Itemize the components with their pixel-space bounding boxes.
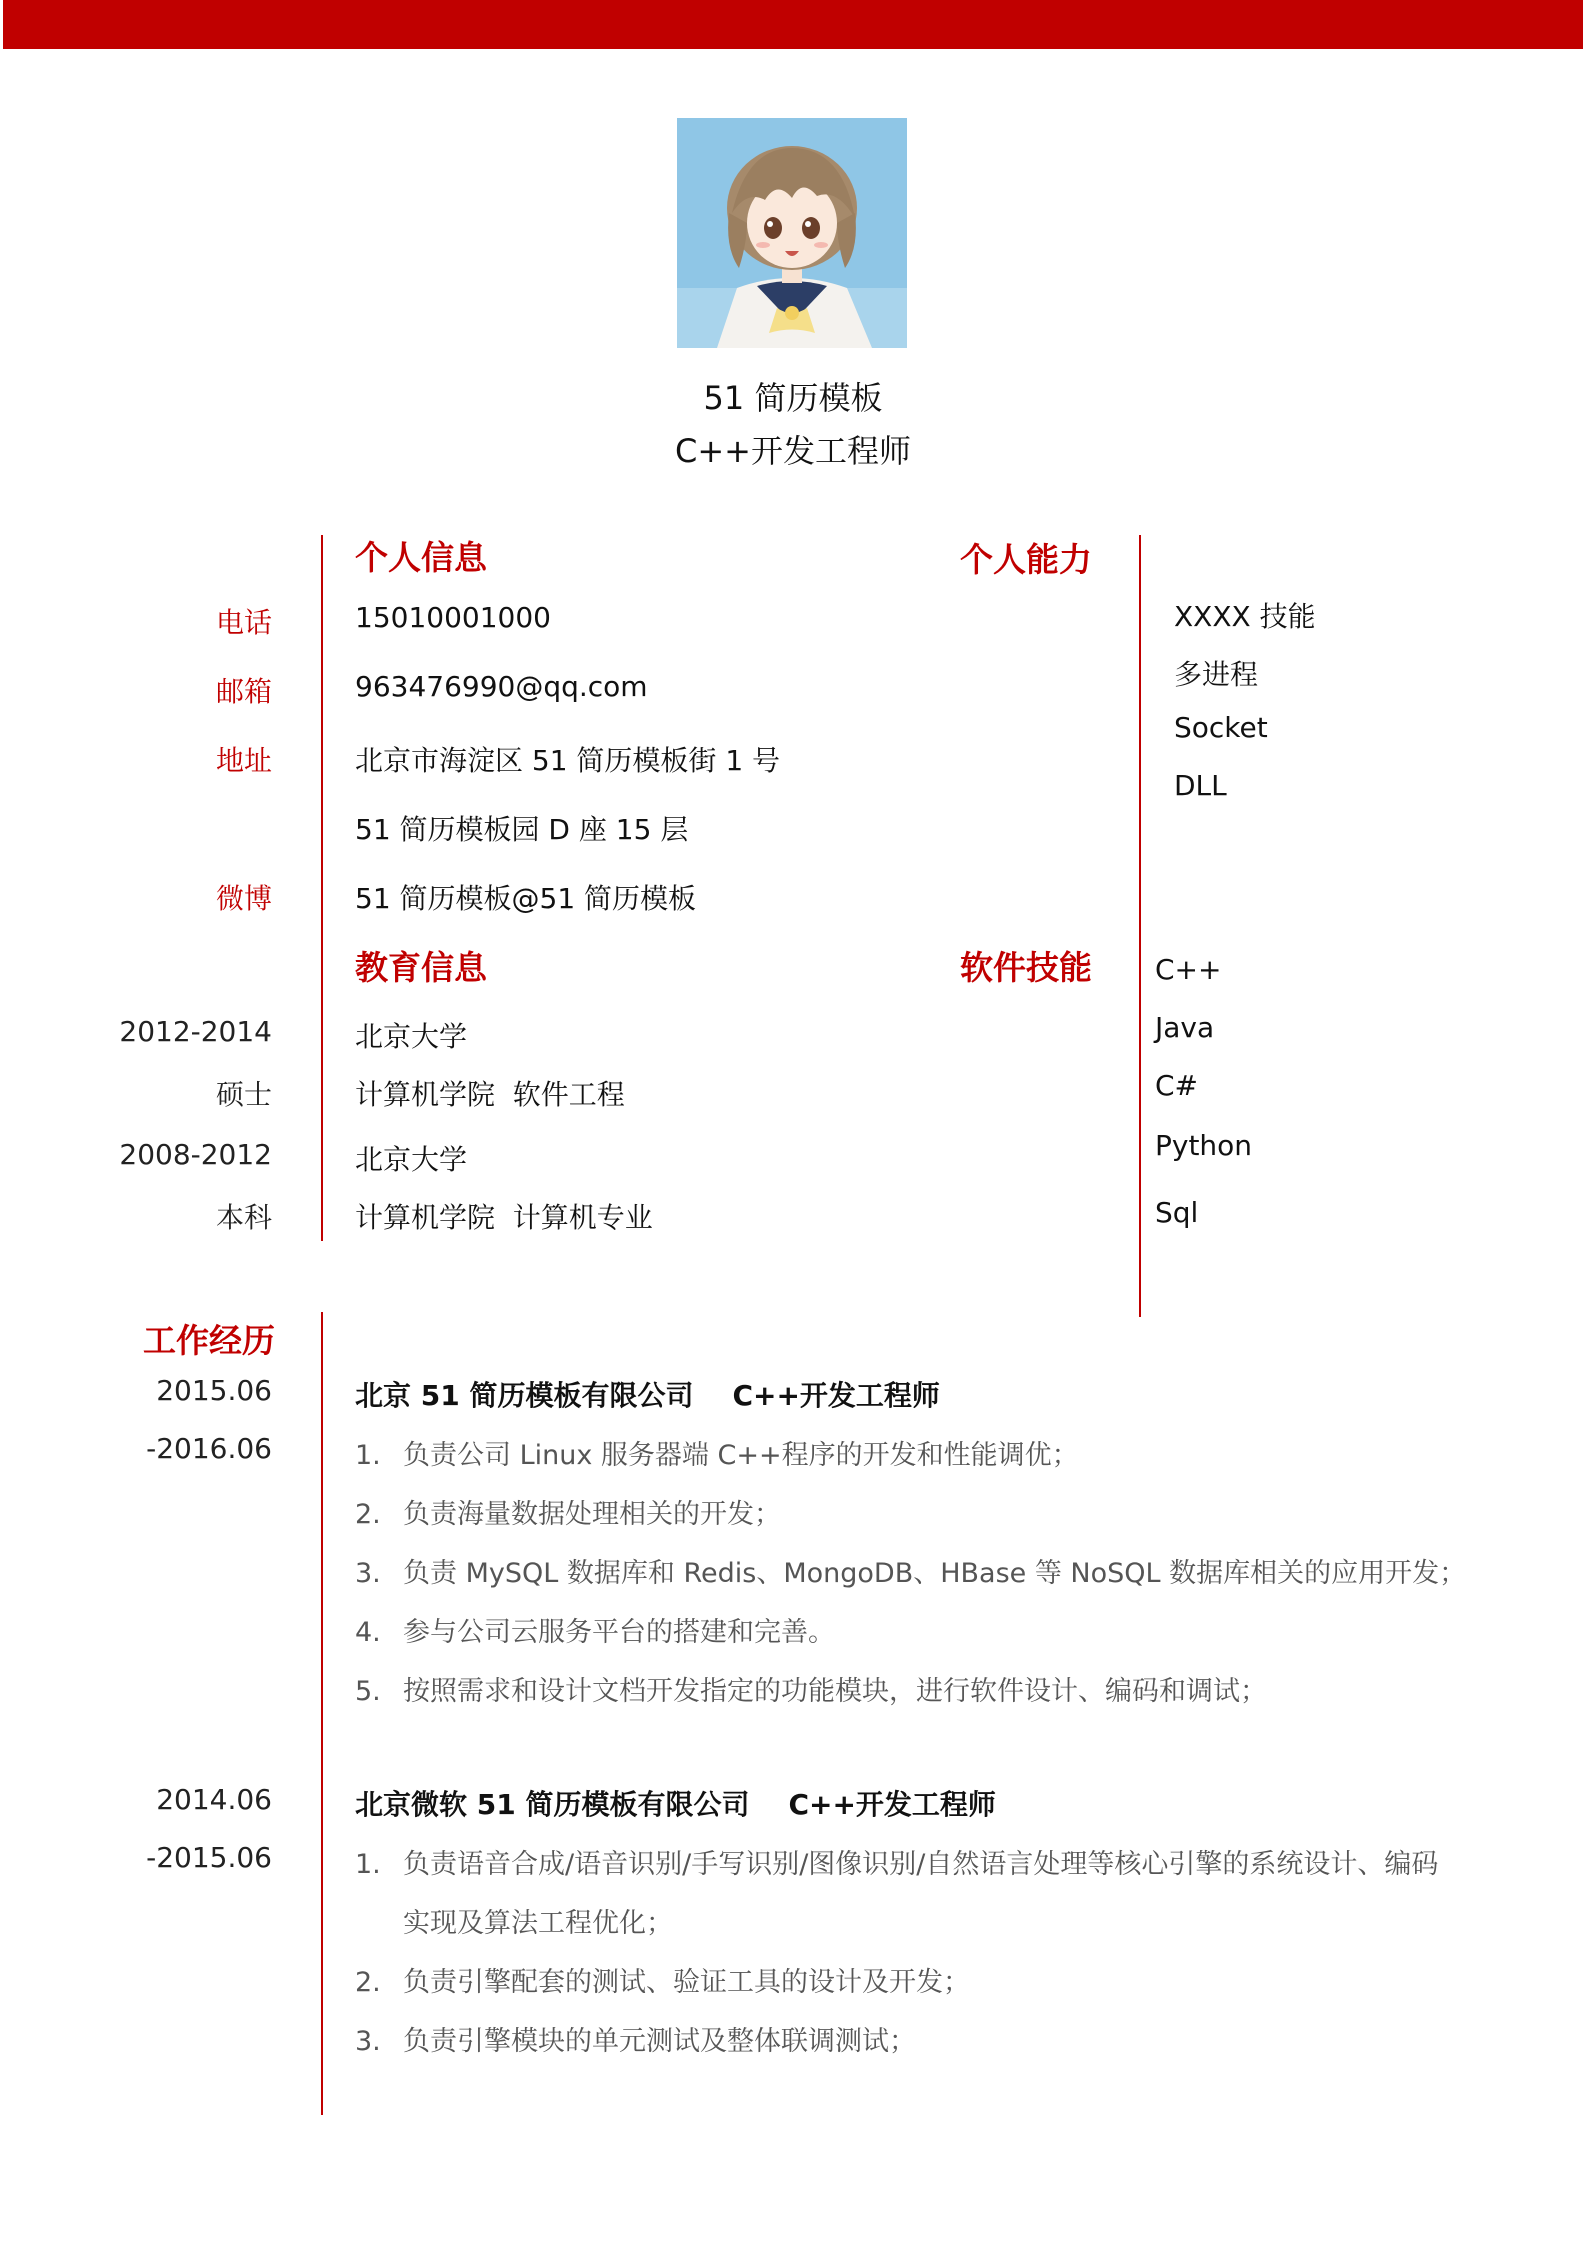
software-item: C++ bbox=[1155, 953, 1222, 986]
candidate-name: 51 简历模板 bbox=[703, 379, 883, 417]
job-duty: 2. 负责引擎配套的测试、验证工具的设计及开发； bbox=[355, 1967, 970, 1998]
edu-school: 北京大学 bbox=[355, 1143, 468, 1176]
weibo-value: 51 简历模板@51 简历模板 bbox=[355, 882, 697, 915]
edu-degree: 本科 bbox=[215, 1201, 272, 1234]
address-line2: 51 简历模板园 D 座 15 层 bbox=[355, 813, 689, 846]
edu-major: 计算机学院 软件工程 bbox=[355, 1078, 625, 1111]
edu-period: 2008-2012 bbox=[119, 1138, 272, 1171]
job-duty: 2. 负责海量数据处理相关的开发； bbox=[355, 1499, 781, 1530]
software-item: Python bbox=[1155, 1129, 1253, 1162]
divider-left-top bbox=[321, 535, 323, 1241]
job-duty: 4. 参与公司云服务平台的搭建和完善。 bbox=[355, 1617, 835, 1648]
email-value: 963476990@qq.com bbox=[355, 670, 648, 703]
phone-value: 15010001000 bbox=[355, 601, 551, 634]
section-education-heading: 教育信息 bbox=[355, 948, 487, 987]
section-software-heading: 软件技能 bbox=[960, 948, 1092, 987]
address-line1: 北京市海淀区 51 简历模板街 1 号 bbox=[355, 744, 781, 777]
section-work-heading: 工作经历 bbox=[143, 1321, 275, 1360]
edu-period: 2012-2014 bbox=[119, 1015, 272, 1048]
job-duty: 1. 负责公司 Linux 服务器端 C++程序的开发和性能调优； bbox=[355, 1440, 1079, 1471]
job-duty: 3. 负责 MySQL 数据库和 Redis、MongoDB、HBase 等 NoSQL 数据库相关的应用开发； bbox=[355, 1558, 1467, 1589]
job-start-date: 2014.06 bbox=[156, 1783, 272, 1816]
edu-degree: 硕士 bbox=[215, 1078, 272, 1111]
ability-item: Socket bbox=[1174, 711, 1268, 744]
phone-label: 电话 bbox=[215, 606, 272, 639]
address-label: 地址 bbox=[215, 744, 272, 777]
job-end-date: -2015.06 bbox=[146, 1841, 272, 1874]
software-item: Java bbox=[1155, 1011, 1215, 1044]
job-duty-continuation: 实现及算法工程优化； bbox=[403, 1908, 673, 1939]
job-end-date: -2016.06 bbox=[146, 1432, 272, 1465]
edu-school: 北京大学 bbox=[355, 1020, 468, 1053]
divider-left-bottom bbox=[321, 1312, 323, 2115]
ability-item: DLL bbox=[1174, 769, 1227, 802]
job-duty: 3. 负责引擎模块的单元测试及整体联调测试； bbox=[355, 2026, 916, 2057]
ability-item: XXXX 技能 bbox=[1174, 600, 1316, 633]
job-duty: 5. 按照需求和设计文档开发指定的功能模块，进行软件设计、编码和调试； bbox=[355, 1676, 1267, 1707]
ability-item: 多进程 bbox=[1174, 658, 1259, 691]
job-duty: 1. 负责语音合成/语音识别/手写识别/图像识别/自然语言处理等核心引擎的系统设计、编码 bbox=[355, 1849, 1439, 1880]
divider-right bbox=[1139, 535, 1141, 1317]
top-accent-bar bbox=[3, 0, 1583, 49]
edu-major: 计算机学院 计算机专业 bbox=[355, 1201, 653, 1234]
avatar-illustration bbox=[677, 118, 907, 348]
software-item: C# bbox=[1155, 1069, 1199, 1102]
job-target: C++开发工程师 bbox=[675, 432, 911, 470]
job-title: 北京微软 51 简历模板有限公司 C++开发工程师 bbox=[355, 1788, 996, 1821]
software-item: Sql bbox=[1155, 1196, 1199, 1229]
job-start-date: 2015.06 bbox=[156, 1374, 272, 1407]
job-title: 北京 51 简历模板有限公司 C++开发工程师 bbox=[355, 1379, 940, 1412]
section-abilities-heading: 个人能力 bbox=[960, 540, 1092, 579]
avatar bbox=[677, 118, 907, 348]
weibo-label: 微博 bbox=[215, 882, 272, 915]
section-personal-heading: 个人信息 bbox=[355, 538, 487, 577]
email-label: 邮箱 bbox=[215, 675, 272, 708]
